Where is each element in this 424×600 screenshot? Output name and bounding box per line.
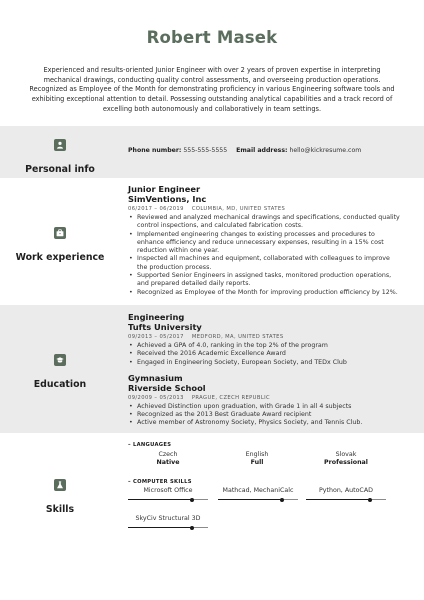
candidate-name: Robert Masek (146, 28, 278, 47)
languages-row (128, 448, 400, 468)
language-item (128, 451, 208, 467)
list-item: • Active member of Astronomy Society, Physics Society, and Tennis Club. (137, 419, 400, 427)
education-bullets (128, 403, 400, 428)
education-dates: 09/2009 – 05/2013 (128, 394, 184, 401)
education-heading-block (0, 351, 120, 390)
section-title-personal: Personal info (25, 164, 95, 175)
school-name: Riverside School (128, 382, 206, 393)
computer-skills-grid (128, 485, 400, 537)
education-section (0, 305, 424, 433)
languages-heading: – LANGUAGES (128, 442, 172, 448)
list-item: • Received the 2016 Academic Excellence Award (137, 350, 400, 358)
skill-name: SkyCiv Structural 3D (135, 515, 201, 522)
language-level: Professional (324, 459, 368, 466)
skill-name: Mathcad, MechaniCalc (222, 487, 294, 494)
section-title-work: Work experience (15, 252, 105, 263)
list-item: • Recognized as the 2013 Best Graduate Award recipient (137, 411, 400, 419)
contact-line (128, 147, 400, 154)
education-meta (128, 394, 400, 402)
skill-item (128, 487, 208, 500)
education-bullets (128, 342, 400, 367)
skill-bar-fill (128, 527, 192, 528)
language-item (217, 451, 297, 467)
degree-title: Gymnasium (128, 372, 183, 383)
phone-label: Phone number: (128, 147, 182, 154)
flask-icon (54, 479, 66, 491)
education-meta (128, 333, 400, 341)
graduation-cap-icon (54, 354, 66, 366)
language-name: Slovak (335, 451, 357, 458)
skill-bar (128, 499, 208, 500)
phone-value: 555-555-5555 (183, 147, 228, 154)
job-title: Junior Engineer (128, 184, 201, 194)
skill-bar-marker (190, 498, 194, 502)
language-item (306, 451, 386, 467)
list-item: • Recognized as Employee of the Month for improving production efficiency by 12%. (137, 289, 400, 297)
skill-bar-marker (190, 526, 194, 530)
job-location: COLUMBIA, MD, UNITED STATES (191, 206, 286, 212)
skills-section (0, 433, 424, 553)
job-meta (128, 205, 400, 213)
list-item: • Engaged in Engineering Society, European Society, and TEDx Club (137, 359, 400, 367)
skills-heading-block (0, 476, 120, 515)
job-company: SimVentions, Inc (128, 194, 207, 204)
skill-item (128, 515, 208, 528)
list-item: • Reviewed and analyzed mechanical drawings and specifications, conducted quality control inspections, and calculated fabrication costs. (137, 214, 400, 231)
work-heading-block (0, 224, 120, 263)
email-label: Email address: (236, 147, 288, 154)
education-location: PRAGUE, CZECH REPUBLIC (191, 394, 271, 401)
skill-name: Python, AutoCAD (318, 487, 373, 494)
list-item: • Achieved a GPA of 4.0, ranking in the top 2% of the program (137, 342, 400, 350)
personal-info-section (0, 126, 424, 178)
skill-name: Microsoft Office (143, 487, 193, 494)
language-name: Czech (158, 451, 178, 458)
skill-bar-marker (368, 498, 372, 502)
skill-bar (218, 499, 298, 500)
skill-bar-marker (280, 498, 284, 502)
skill-bar-fill (306, 499, 370, 500)
profile-summary: Experienced and results-oriented Junior Engineer with over 2 years of proven expertise in interpreting mechanical drawings, conducting quality control assessments, and overseeing production operations. Recognized as Employee of the Month for demonstrating proficiency in various Engineering software tools and exhibiting exceptional attention to detail. Possessing outstanding analytical capabilities and a track record of excelling both autonomously and collaboratively in team settings. (29, 66, 395, 113)
briefcase-icon (54, 227, 66, 239)
skill-bar (128, 527, 208, 528)
list-item: • Inspected all machines and equipment, collaborated with colleagues to improve the production process. (137, 255, 400, 272)
person-icon (54, 139, 66, 151)
list-item: • Supported Senior Engineers in assigned tasks, monitored production operations, and prepared detailed daily reports. (137, 272, 400, 289)
language-name: English (245, 451, 269, 458)
language-level: Full (250, 459, 264, 466)
list-item: • Implemented engineering changes to existing processes and procedures to enhance efficiency and reduce unnecessary expenses, resulting in a 15% cost reduction within one year. (137, 231, 400, 256)
skill-item (306, 487, 386, 500)
work-experience-section (0, 178, 424, 305)
job-dates: 06/2017 – 06/2019 (128, 206, 184, 212)
language-level: Native (156, 459, 180, 466)
list-item: • Achieved Distinction upon graduation, with Grade 1 in all 4 subjects (137, 403, 400, 411)
job-entry (128, 184, 400, 297)
email-value: hello@kickresume.com (289, 147, 362, 154)
job-bullets (128, 214, 400, 297)
skill-bar (306, 499, 386, 500)
personal-info-heading-block (0, 136, 120, 175)
education-entry (128, 312, 400, 367)
school-name: Tufts University (128, 322, 202, 332)
computer-skills-heading: – COMPUTER SKILLS (128, 479, 192, 485)
education-entry (128, 373, 400, 428)
skill-bar-fill (218, 499, 282, 500)
skill-item (218, 487, 298, 500)
skill-bar-fill (128, 499, 192, 500)
education-dates: 09/2013 – 05/2017 (128, 334, 184, 340)
section-title-skills: Skills (45, 504, 75, 515)
education-location: MEDFORD, MA, UNITED STATES (191, 334, 284, 340)
section-title-education: Education (33, 379, 87, 390)
degree-title: Engineering (128, 312, 185, 322)
